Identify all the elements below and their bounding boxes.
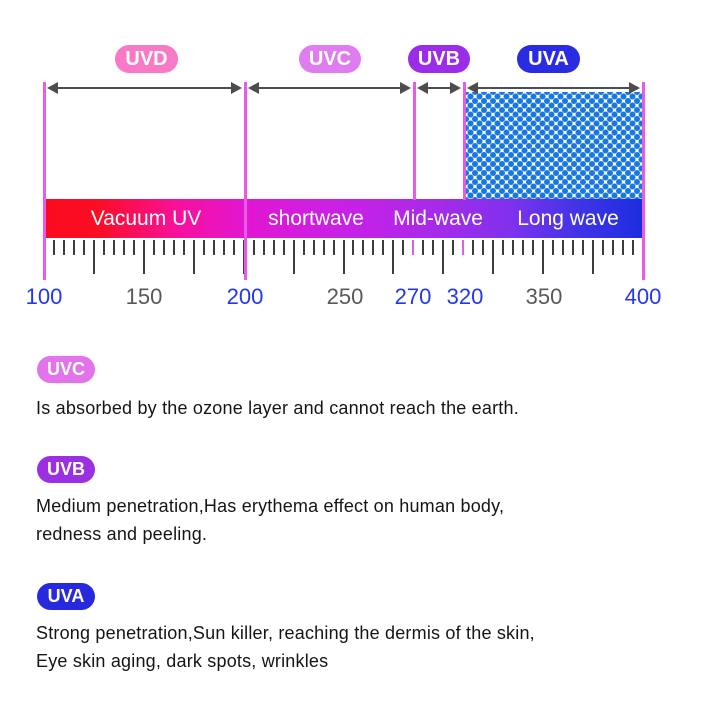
uvc-badge: UVC xyxy=(37,356,95,383)
ruler-tick xyxy=(283,240,285,255)
ruler-tick xyxy=(512,240,514,255)
ruler-tick xyxy=(203,240,205,255)
ruler-tick xyxy=(153,240,155,255)
boundary-line-2 xyxy=(413,82,416,200)
ruler-tick-major xyxy=(542,240,544,274)
ruler-tick xyxy=(472,240,474,255)
ruler-tick xyxy=(582,240,584,255)
range-arrow-3 xyxy=(467,82,640,94)
uvb-description-line: Medium penetration,Has erythema effect on human body, xyxy=(36,496,505,516)
ruler-tick xyxy=(233,240,235,255)
ruler-tick xyxy=(103,240,105,255)
range-arrow-2 xyxy=(417,82,461,94)
arrow-shaft xyxy=(55,87,234,89)
ruler-tick-major xyxy=(143,240,145,274)
ruler-tick xyxy=(113,240,115,255)
wavelength-label-100: 100 xyxy=(25,284,63,309)
bar-label-vacuum-uv: Vacuum UV xyxy=(90,207,202,230)
ruler-tick xyxy=(632,240,634,255)
bar-label-shortwave: shortwave xyxy=(268,207,364,230)
ruler-tick xyxy=(602,240,604,255)
arrow-shaft xyxy=(475,87,632,89)
boundary-line-1 xyxy=(244,82,247,280)
section-uva xyxy=(36,583,535,675)
ruler-tick xyxy=(73,240,75,255)
wavelength-label-400: 400 xyxy=(624,284,662,309)
ruler-tick-major xyxy=(93,240,95,274)
uva-description-line: Eye skin aging, dark spots, wrinkles xyxy=(36,651,329,671)
ruler-tick xyxy=(382,240,384,255)
ruler-tick xyxy=(502,240,504,255)
boundary-line-0 xyxy=(43,82,46,280)
ruler-tick-major xyxy=(293,240,295,274)
ruler-tick xyxy=(323,240,325,255)
ruler-tick xyxy=(303,240,305,255)
uvc-description-line: Is absorbed by the ozone layer and cannot reach the earth. xyxy=(36,398,519,418)
ruler-tick xyxy=(422,240,424,255)
section-uvb xyxy=(36,456,504,548)
ruler-tick-major xyxy=(193,240,195,274)
ruler-tick xyxy=(183,240,185,255)
ruler-tick xyxy=(532,240,534,255)
uvb-badge: UVB xyxy=(37,456,95,483)
ruler-tick xyxy=(562,240,564,255)
uva-badge: UVA xyxy=(37,583,95,610)
arrowhead-right-icon xyxy=(400,82,411,94)
ruler-tick xyxy=(612,240,614,255)
ruler-tick-major xyxy=(592,240,594,274)
ruler-tick xyxy=(402,240,404,255)
bar-label-mid-wave: Mid-wave xyxy=(393,207,483,230)
wavelength-label-350: 350 xyxy=(525,284,563,309)
wavelength-label-150: 150 xyxy=(125,284,163,309)
ruler-tick xyxy=(462,240,464,255)
bar-label-long-wave: Long wave xyxy=(517,207,619,230)
ruler-tick xyxy=(213,240,215,255)
ruler-tick xyxy=(83,240,85,255)
band-badge-uvc: UVC xyxy=(299,45,361,73)
uva-dotted-region xyxy=(466,92,642,199)
boundary-line-3 xyxy=(463,82,466,200)
ruler-tick xyxy=(552,240,554,255)
arrow-shaft xyxy=(425,87,453,89)
uva-description-line: Strong penetration,Sun killer, reaching the dermis of the skin, xyxy=(36,623,535,643)
ruler-tick xyxy=(372,240,374,255)
arrowhead-right-icon xyxy=(450,82,461,94)
ruler-tick xyxy=(572,240,574,255)
ruler-tick xyxy=(452,240,454,255)
ruler-tick xyxy=(522,240,524,255)
ruler-tick xyxy=(133,240,135,255)
band-badge-uvd: UVD xyxy=(115,45,178,73)
ruler-tick-major xyxy=(442,240,444,274)
ruler-tick xyxy=(173,240,175,255)
band-badge-uva: UVA xyxy=(517,45,580,73)
ruler-tick xyxy=(223,240,225,255)
ruler-tick xyxy=(163,240,165,255)
boundary-line-4 xyxy=(642,82,645,280)
band-badge-uvb: UVB xyxy=(408,45,470,73)
wavelength-gradient-bar xyxy=(44,199,643,238)
section-uvc xyxy=(36,356,519,422)
wavelength-label-320: 320 xyxy=(446,284,484,309)
range-arrow-0 xyxy=(47,82,242,94)
arrow-shaft xyxy=(256,87,403,89)
ruler-tick xyxy=(63,240,65,255)
ruler-tick xyxy=(362,240,364,255)
ruler-tick xyxy=(412,240,414,255)
ruler-tick xyxy=(263,240,265,255)
ruler-tick-major xyxy=(343,240,345,274)
ruler-tick xyxy=(253,240,255,255)
range-arrow-1 xyxy=(248,82,411,94)
ruler-tick xyxy=(352,240,354,255)
ruler-tick xyxy=(482,240,484,255)
wavelength-label-270: 270 xyxy=(394,284,432,309)
wavelength-label-200: 200 xyxy=(226,284,264,309)
arrowhead-right-icon xyxy=(629,82,640,94)
ruler-tick-major xyxy=(492,240,494,274)
ruler-tick xyxy=(333,240,335,255)
ruler-tick xyxy=(273,240,275,255)
ruler-tick xyxy=(313,240,315,255)
arrowhead-right-icon xyxy=(231,82,242,94)
ruler-tick-major xyxy=(392,240,394,274)
ruler-tick xyxy=(53,240,55,255)
ruler-tick xyxy=(123,240,125,255)
ruler-tick xyxy=(432,240,434,255)
uvb-description-line: redness and peeling. xyxy=(36,524,208,544)
ruler-tick xyxy=(622,240,624,255)
wavelength-label-250: 250 xyxy=(326,284,364,309)
